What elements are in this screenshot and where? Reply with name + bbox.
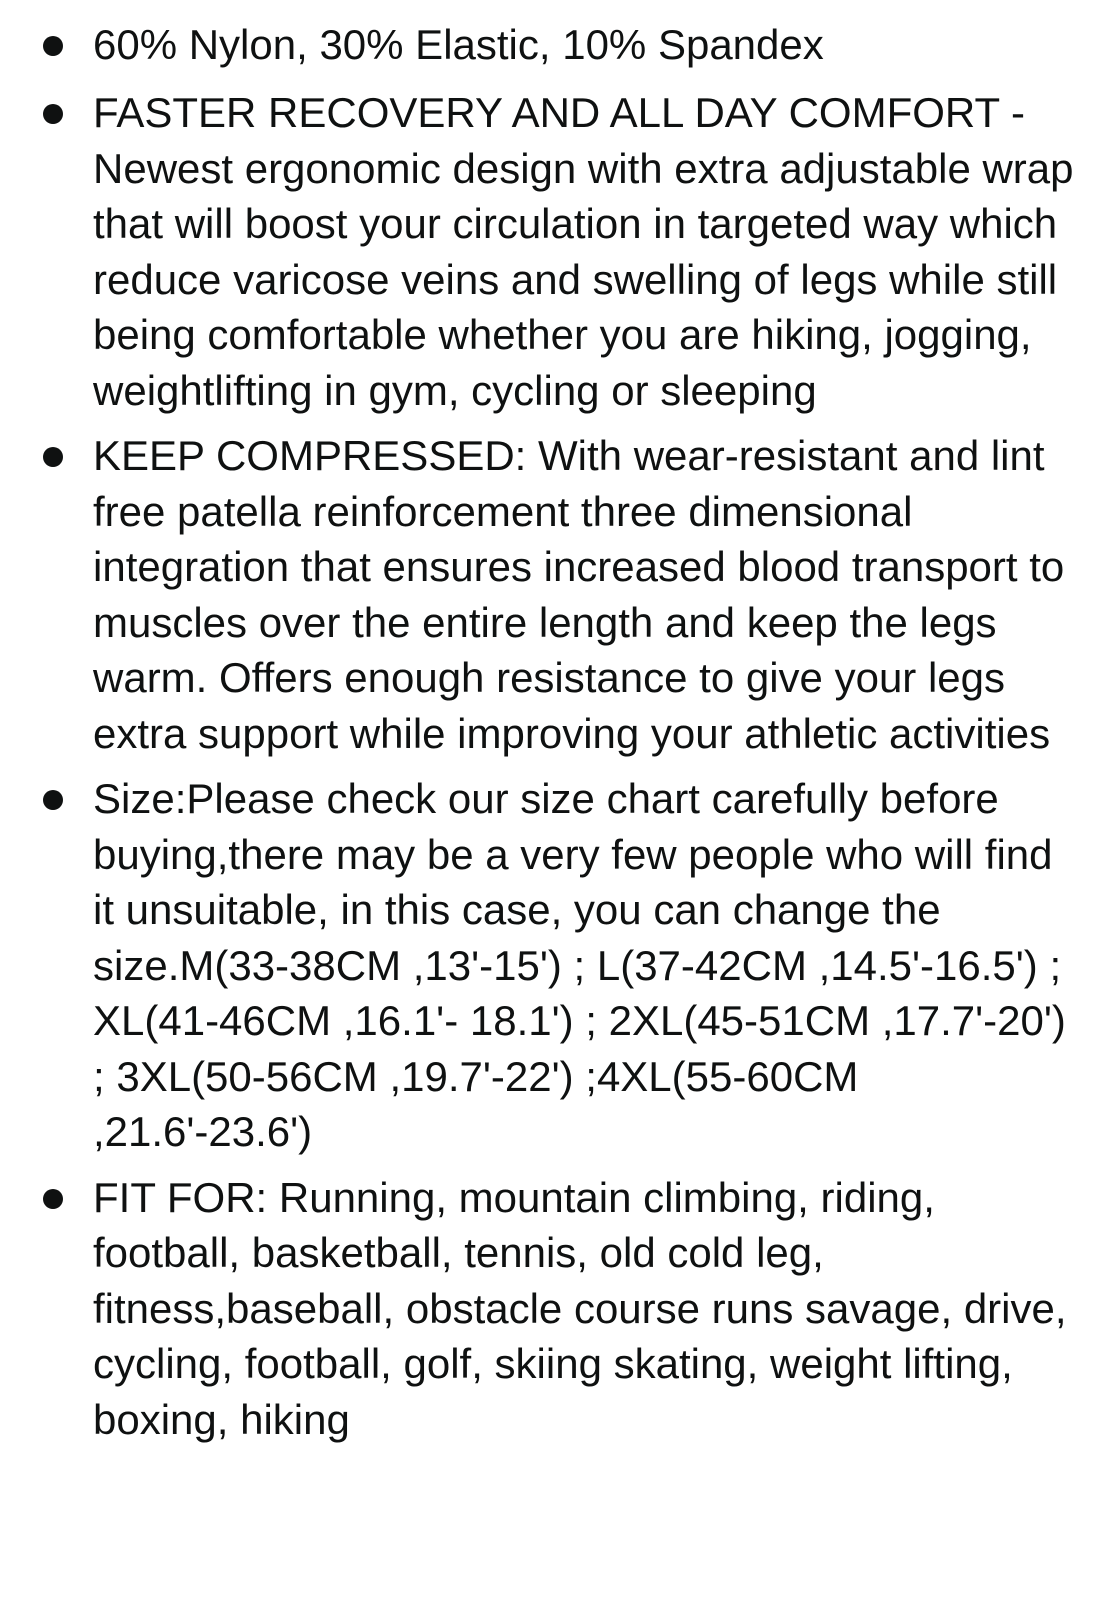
- bullet-text: FIT FOR: Running, mountain climbing, riding, football, basketball, tennis, old cold leg, fitness,baseball, obstacle course runs savage, drive, cycling, football, golf, skiing skating, weight lifting, boxing, hiking: [93, 1173, 1067, 1443]
- product-bullet-list: [0, 20, 1101, 1457]
- bullet-material: [0, 20, 1101, 70]
- bullet-point-icon: [43, 790, 63, 810]
- bullet-point-icon: [43, 447, 63, 467]
- bullet-recovery-comfort: [0, 85, 1101, 418]
- bullet-point-icon: [43, 36, 63, 56]
- bullet-size-info: [0, 771, 1101, 1160]
- bullet-text: FASTER RECOVERY AND ALL DAY COMFORT - Newest ergonomic design with extra adjustable wrap that will boost your circulation in targeted way which reduce varicose veins and swelling of legs while still being comfortable whether you are hiking, jogging, weightlifting in gym, cycling or sleeping: [93, 89, 1074, 414]
- bullet-keep-compressed: [0, 428, 1101, 761]
- bullet-text: KEEP COMPRESSED: With wear-resistant and lint free patella reinforcement three dimensional integration that ensures increased blood transport to muscles over the entire length and keep the legs warm. Offers enough resistance to give your legs extra support while improving your athletic activities: [93, 432, 1065, 757]
- bullet-text: 60% Nylon, 30% Elastic, 10% Spandex: [93, 21, 824, 68]
- bullet-text: Size:Please check our size chart carefully before buying,there may be a very few people who will find it unsuitable, in this case, you can change the size.M(33-38CM ,13'-15') ; L(37-42CM ,14.5'-16.5') ; XL(41-46CM ,16.1'- 18.1') ; 2XL(45-51CM ,17.7'-20') ; 3XL(50-56CM ,19.7'-22') ;4XL(55-60CM ,21.6'-23.6'): [93, 775, 1066, 1155]
- bullet-fit-for: [0, 1170, 1101, 1448]
- bullet-point-icon: [43, 1189, 63, 1209]
- bullet-point-icon: [43, 104, 63, 124]
